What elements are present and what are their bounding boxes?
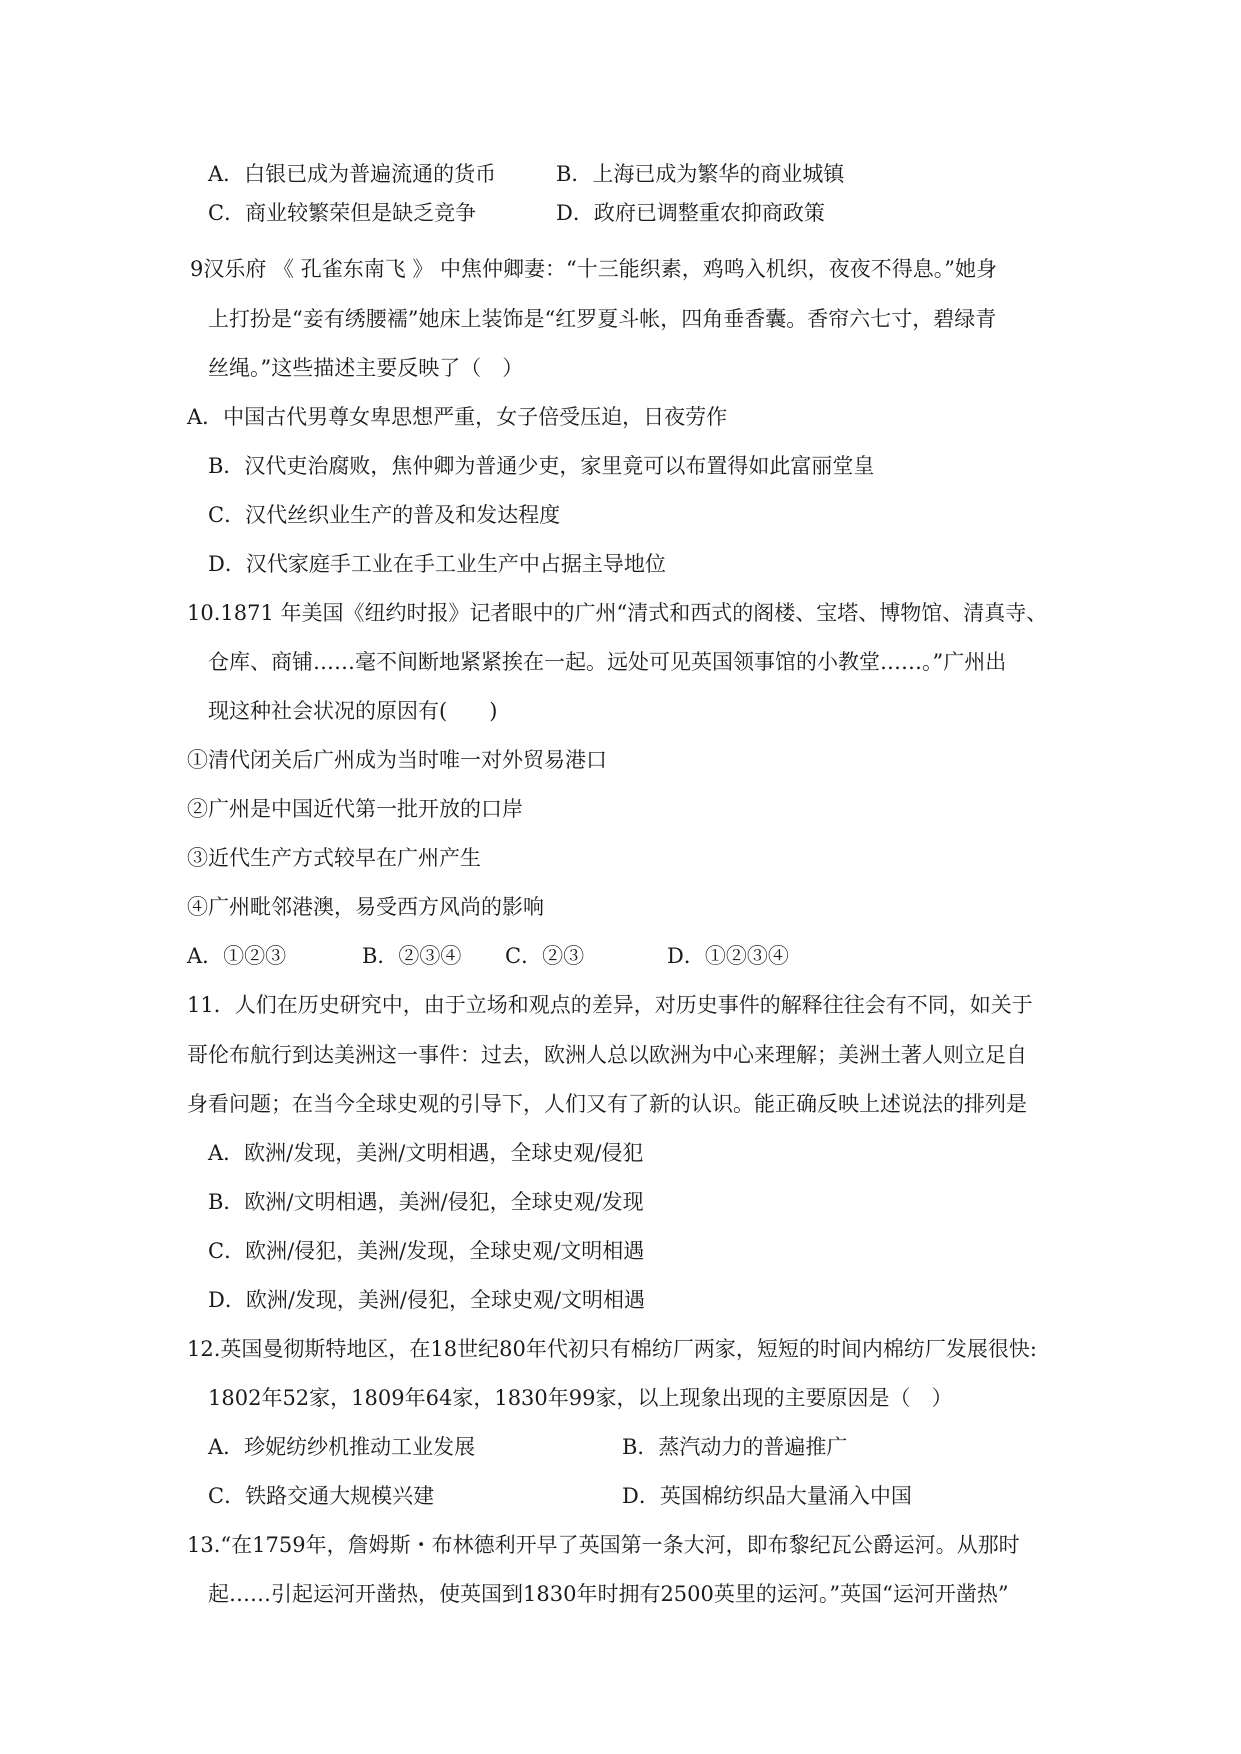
q9-stem-line2: 上打扮是“妾有绣腰襦”她床上装饰是“红罗夏斗帐，四角垂香囊。香帘六七寸，碧绿青 [208,307,997,331]
q12-stem-line2: 1802年52家，1809年64家，1830年99家，以上现象出现的主要原因是（ ） [208,1386,953,1410]
q9-option-b: B．汉代吏治腐败，焦仲卿为普通少吏，家里竟可以布置得如此富丽堂皇 [208,454,875,478]
q9-stem-line1: 9汉乐府 《 孔雀东南飞 》 中焦仲卿妻：“十三能织素，鸡鸣入机织，夜夜不得息。”她身 [190,257,998,281]
q9-option-a: A．中国古代男尊女卑思想严重，女子倍受压迫，日夜劳作 [187,405,728,429]
q9-stem-line3: 丝绳。”这些描述主要反映了（ ） [208,356,524,380]
q8-option-b: B．上海已成为繁华的商业城镇 [556,162,845,186]
q10-stem-line2: 仓库、商铺……毫不间断地紧紧挨在一起。远处可见英国领事馆的小教堂……。”广州出 [208,650,1007,674]
q10-option-c: C．②③ [505,944,585,968]
q12-option-c: C．铁路交通大规模兴建 [208,1484,435,1508]
q10-item-2: ②广州是中国近代第一批开放的口岸 [187,797,523,821]
q10-item-1: ①清代闭关后广州成为当时唯一对外贸易港口 [187,748,607,772]
q11-option-a: A．欧洲/发现，美洲/文明相遇，全球史观/侵犯 [208,1141,644,1165]
q11-option-c: C．欧洲/侵犯，美洲/发现，全球史观/文明相遇 [208,1239,645,1263]
q13-stem-line2: 起……引起运河开凿热，使英国到1830年时拥有2500英里的运河。”英国“运河开凿热” [208,1582,1009,1606]
q10-item-4: ④广州毗邻港澳，易受西方风尚的影响 [187,895,544,919]
q11-option-d: D．欧洲/发现，美洲/侵犯，全球史观/文明相遇 [208,1288,646,1312]
q11-stem-line3: 身看问题；在当今全球史观的引导下，人们又有了新的认识。能正确反映上述说法的排列是 [187,1092,1027,1116]
q12-option-a: A．珍妮纺纱机推动工业发展 [208,1435,476,1459]
q10-item-3: ③近代生产方式较早在广州产生 [187,846,481,870]
q9-option-d: D．汉代家庭手工业在手工业生产中占据主导地位 [208,552,666,576]
q10-stem-line1: 10.1871 年美国《纽约时报》记者眼中的广州“清式和西式的阁楼、宝塔、博物馆、清真寺、 [187,601,1048,625]
q8-option-a: A．白银已成为普遍流通的货币 [208,162,497,186]
q8-option-c: C．商业较繁荣但是缺乏竞争 [208,201,477,225]
q10-option-a: A．①②③ [187,944,287,968]
q8-option-d: D．政府已调整重农抑商政策 [556,201,825,225]
q12-option-b: B．蒸汽动力的普遍推广 [622,1435,848,1459]
q12-stem-line1: 12.英国曼彻斯特地区，在18世纪80年代初只有棉纺厂两家，短短的时间内棉纺厂发展很快: [187,1337,1037,1361]
q10-option-b: B．②③④ [362,944,462,968]
q11-stem-line1: 11．人们在历史研究中，由于立场和观点的差异，对历史事件的解释往往会有不同，如关于 [187,993,1033,1017]
q10-option-d: D．①②③④ [667,944,789,968]
q11-stem-line2: 哥伦布航行到达美洲这一事件：过去，欧洲人总以欧洲为中心来理解；美洲土著人则立足自 [187,1043,1027,1067]
q10-stem-line3: 现这种社会状况的原因有( ) [208,699,498,723]
q11-option-b: B．欧洲/文明相遇，美洲/侵犯，全球史观/发现 [208,1190,644,1214]
q13-stem-line1: 13.“在1759年，詹姆斯・布林德利开早了英国第一条大河，即布黎纪瓦公爵运河。从那时 [187,1533,1020,1557]
q9-option-c: C．汉代丝织业生产的普及和发达程度 [208,503,561,527]
q12-option-d: D．英国棉纺织品大量涌入中国 [622,1484,912,1508]
